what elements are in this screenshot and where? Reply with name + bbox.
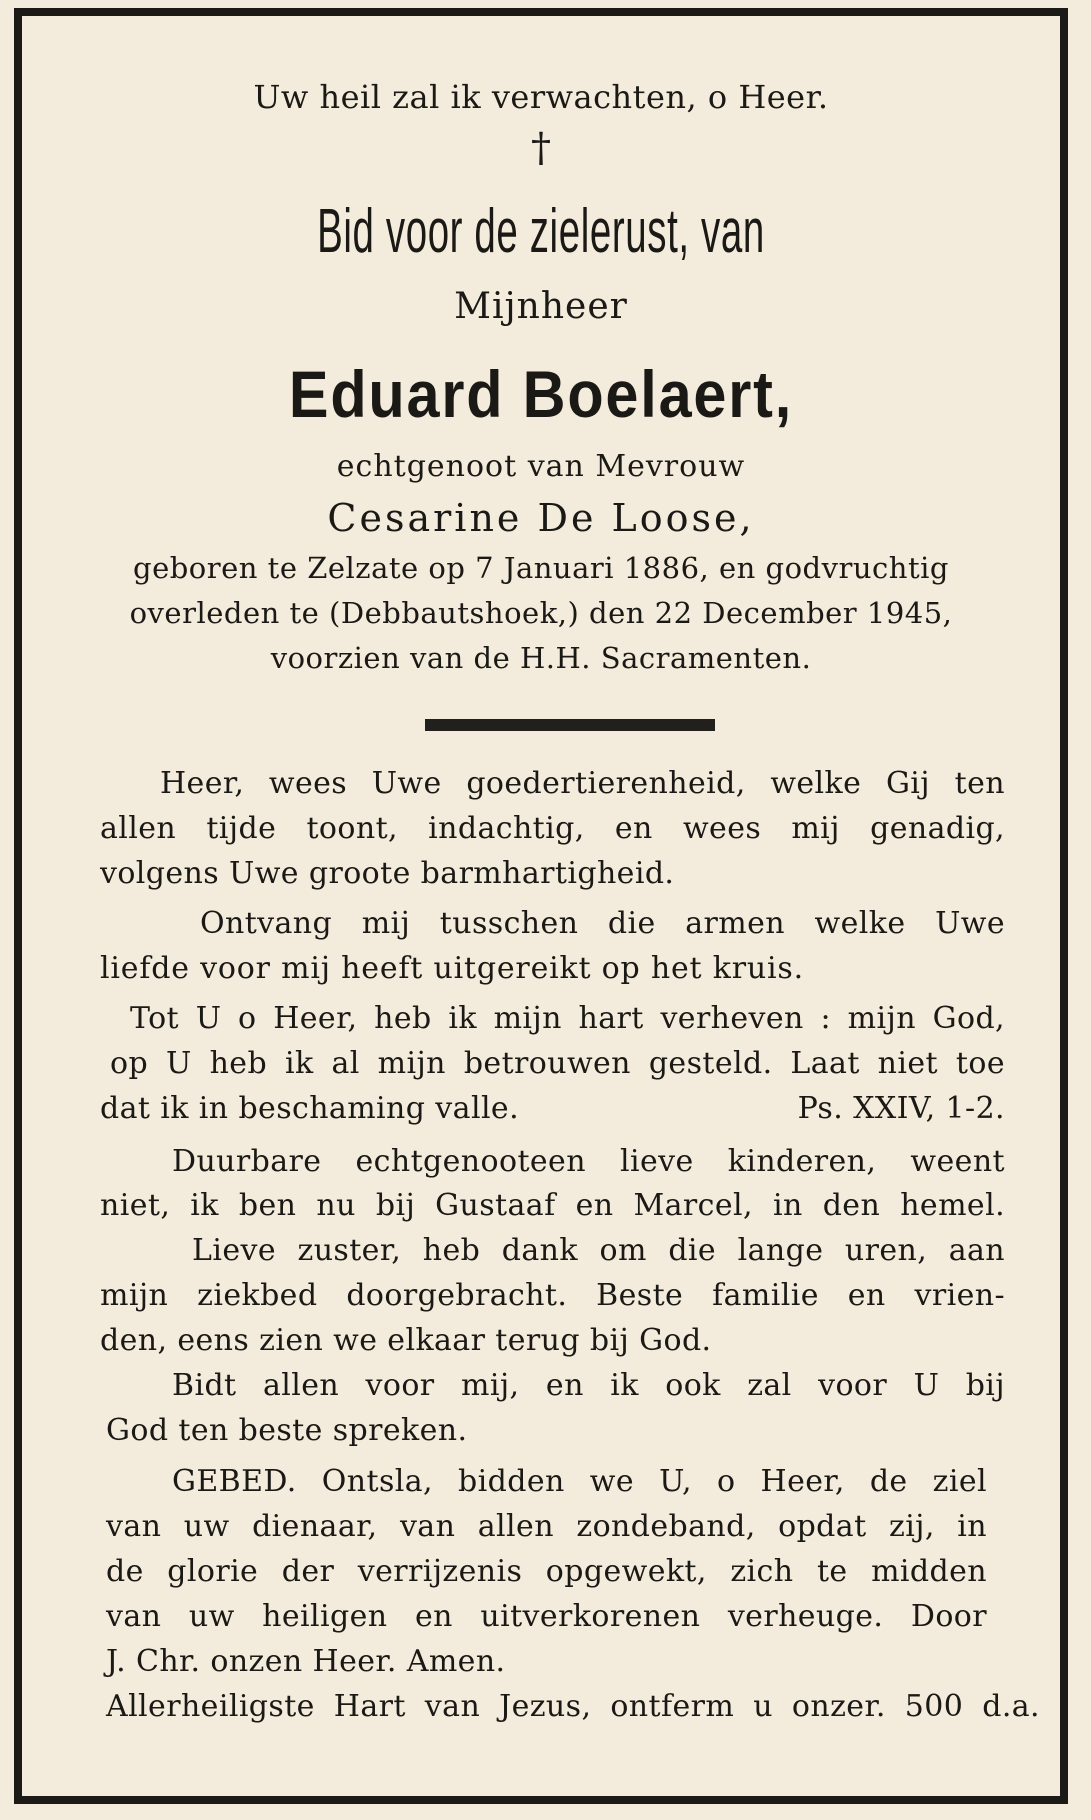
closing-line: Allerheiligste Hart van Jezus, ontferm u onzer. 500 d.a. [106,1689,1040,1724]
cross-icon: † [531,125,551,171]
spouse-intro: echtgenoot van Mevrouw [336,449,746,484]
memorial-card [14,8,1068,1804]
birth-line: geboren te Zelzate op 7 Januari 1886, en godvruchtig [133,551,949,585]
body-line: van uw dienaar, van allen zondeband, opdat zij, in [106,1509,987,1544]
body-line: J. Chr. onzen Heer. Amen. [106,1644,506,1679]
spouse-name: Cesarine De Loose, [327,496,755,540]
body-line: GEBED. Ontsla, bidden we U, o Heer, de ziel [172,1464,987,1499]
body-line: Tot U o Heer, heb ik mijn hart verheven : mijn God, [130,1001,1005,1036]
body-line: God ten beste spreken. [106,1413,468,1448]
death-line: overleden te (Debbautshoek,) den 22 December 1945, [129,596,953,630]
body-line: Ontvang mij tusschen die armen welke Uwe [200,906,1005,941]
body-line: Duurbare echtgenooteen lieve kinderen, weent [172,1144,1005,1179]
divider-rule [425,719,715,731]
deceased-name: Eduard Boelaert, [288,357,794,431]
body-line: allen tijde toont, indachtig, en wees mij genadig, [100,811,1005,846]
body-line: den, eens zien we elkaar terug bij God. [100,1323,712,1358]
body-line: op U heb ik al mijn betrouwen gesteld. Laat niet toe [110,1046,1005,1081]
body-line: volgens Uwe groote barmhartigheid. [100,856,675,891]
body-line: van uw heiligen en uitverkorenen verheuge. Door [106,1599,987,1634]
body-line: Lieve zuster, heb dank om die lange uren, aan [192,1233,1005,1268]
body-line: dat ik in beschaming valle. [100,1091,520,1126]
honorific: Mijnheer [454,286,628,327]
body-line: Bidt allen voor mij, en ik ook zal voor U bij [172,1368,1005,1403]
body-line: niet, ik ben nu bij Gustaaf en Marcel, in den hemel. [100,1188,1005,1223]
body-line: de glorie der verrijzenis opgewekt, zich te midden [106,1554,987,1589]
header-verse: Uw heil zal ik verwachten, o Heer. [253,78,829,116]
body-line: liefde voor mij heeft uitgereikt op het kruis. [100,951,804,986]
card-title: Bid voor de zielerust, van [317,197,765,266]
sacraments-line: voorzien van de H.H. Sacramenten. [270,641,812,675]
psalm-reference: Ps. XXIV, 1-2. [797,1091,1005,1126]
body-line: Heer, wees Uwe goedertierenheid, welke Gij ten [160,766,1005,801]
body-line: mijn ziekbed doorgebracht. Beste familie en vrien- [100,1278,1005,1313]
